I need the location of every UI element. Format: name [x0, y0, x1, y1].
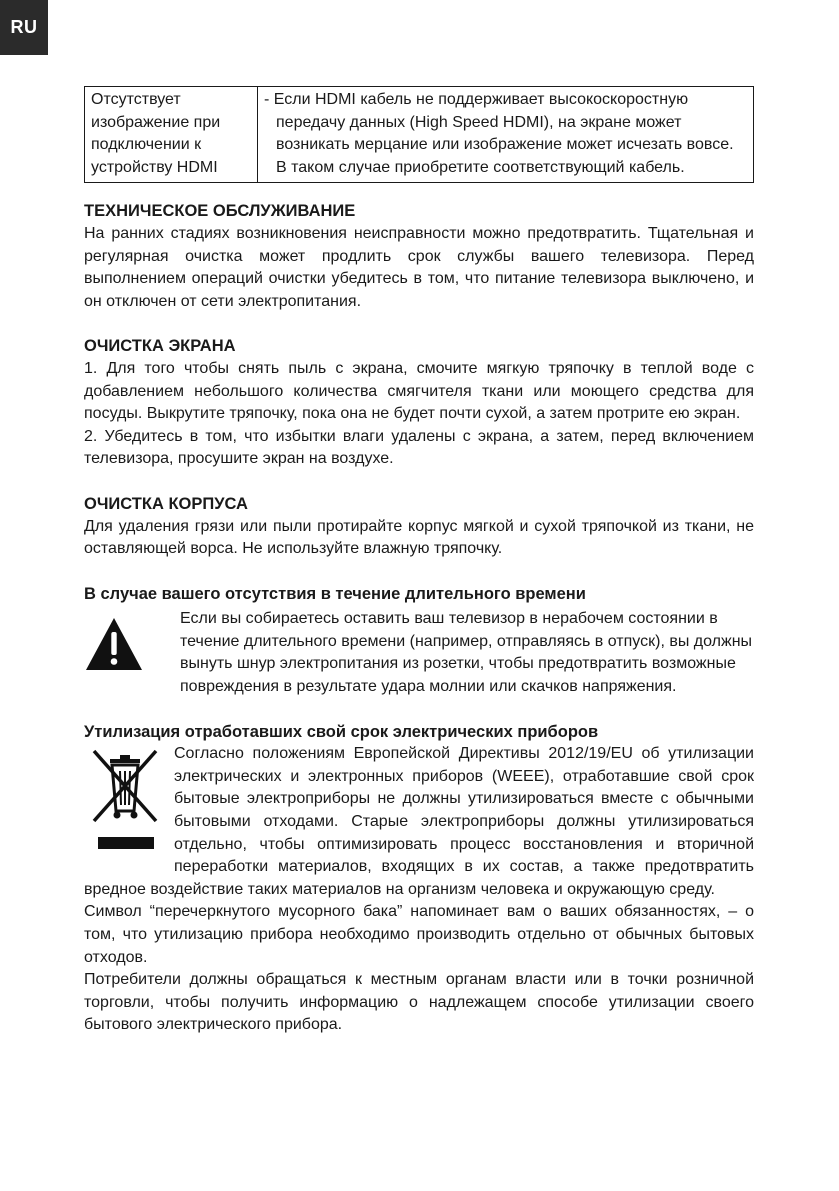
- troubleshooting-table: [84, 86, 754, 183]
- problem-cell: [85, 87, 258, 183]
- solution-text: - Если HDMI кабель не поддерживает высокоскоростную передачу данных (High Speed HDMI), на экране может возникать мерцание или изображение может исчезать вовсе. В таком случае приобретите соответствующий кабель.: [264, 91, 734, 176]
- maintenance-heading: ТЕХНИЧЕСКОЕ ОБСЛУЖИВАНИЕ: [84, 202, 356, 221]
- case-cleaning-heading: ОЧИСТКА КОРПУСА: [84, 494, 248, 513]
- absence-heading: В случае вашего отсутствия в течение длительного времени: [84, 584, 586, 603]
- screen-cleaning-step-1: 1. Для того чтобы снять пыль с экрана, смочите мягкую тряпочку в теплой воде с добавлением небольшого количества смягчителя ткани или моющего средства для посуды. Выкрутите тряпочку, пока она не будет почти сухой, а затем протрите ею экран.: [84, 359, 754, 423]
- maintenance-text: На ранних стадиях возникновения неисправности можно предотвратить. Тщательная и регулярная очистка может продлить срок службы вашего телевизора. Перед выполнением операций очистки убедитесь в том, что питание телевизора выключено, и он отключен от сети электропитания.: [84, 224, 754, 310]
- problem-line: изображение при: [91, 113, 221, 131]
- absence-text: Если вы собираетесь оставить ваш телевизор в нерабочем состоянии в течение длительного времени (например, отправляясь в отпуск), вы должны вынуть шнур электропитания из розетки, чтобы предотвратить возможные повреждения в результате удара молнии или скачков напряжения.: [180, 610, 753, 696]
- manual-page-content: [84, 86, 754, 1037]
- disposal-block: [84, 743, 754, 901]
- crossed-bin-icon: [84, 745, 168, 863]
- problem-line: подключении к: [91, 136, 202, 154]
- disposal-symbol-paragraph: Символ “перечеркнутого мусорного бака” напоминает вам о ваших обязанностях, – о том, что утилизацию прибора необходимо производить отдельно от обычных бытовых отходов.: [84, 903, 754, 966]
- screen-cleaning-step-2: 2. Убедитесь в том, что избытки влаги удалены с экрана, а затем, перед включением телевизора, просушите экран на воздухе.: [84, 427, 754, 468]
- problem-line: Отсутствует: [91, 91, 181, 108]
- disposal-contact-paragraph: Потребители должны обращаться к местным органам власти или в точки розничной торговли, чтобы получить информацию о надлежащем способе утилизации своего бытового электрического прибора.: [84, 971, 754, 1034]
- solution-cell: [258, 87, 754, 183]
- disposal-heading: Утилизация отработавших свой срок электрических приборов: [84, 722, 599, 741]
- problem-line: устройству HDMI: [91, 158, 218, 176]
- warning-triangle-icon: [84, 608, 180, 698]
- table-row: [85, 87, 754, 183]
- screen-cleaning-heading: ОЧИСТКА ЭКРАНА: [84, 337, 236, 356]
- absence-block: [84, 608, 754, 698]
- disposal-text: Согласно положениям Европейской Директивы 2012/19/EU об утилизации электрических и электронных приборов (WEEE), отработавшие свой срок бытовые электроприборы не должны утилизироваться вместе с обычными бытовыми отходами. Старые электроприборы должны утилизироваться отдельно, чтобы оптимизировать процесс восстановления и вторичной переработки материалов, входящих в их состав, а также предотвратить вредное воздействие таких материалов на организм человека и окружающую среду.: [84, 745, 754, 898]
- language-badge: RU: [0, 0, 48, 55]
- case-cleaning-text: Для удаления грязи или пыли протирайте корпус мягкой и сухой тряпочкой из ткани, не оставляющей ворса. Не используйте влажную тряпочку.: [84, 517, 754, 558]
